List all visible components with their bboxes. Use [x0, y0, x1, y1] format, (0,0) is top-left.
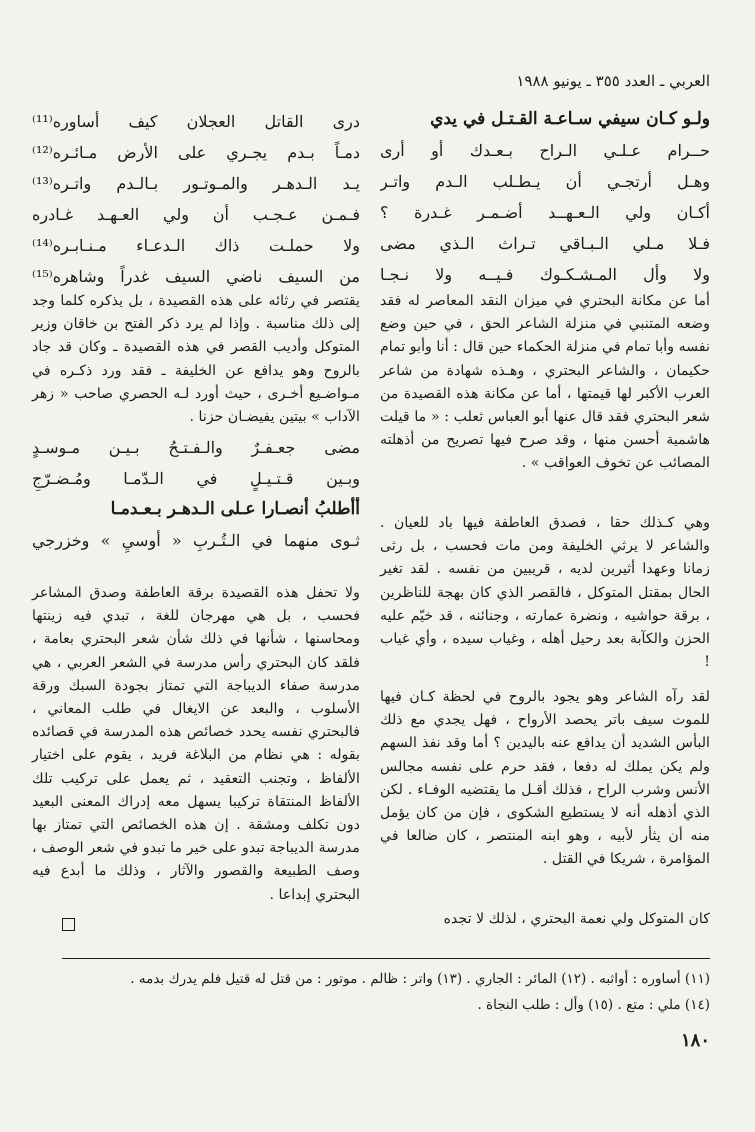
verse-line: مضى جعـفـرٌ والـفـتـحُ بـيـن مـوسـدٍ	[32, 438, 360, 457]
verse-line: ثـوى منهما في الـتُـربِ « أوسيِ » وخزرجي	[32, 531, 360, 550]
verse-line: حــرام عـلـي الـراح بـعـدك أو أرى	[380, 141, 710, 160]
end-of-article-square-icon	[62, 918, 75, 931]
right-column-paragraph-1	[380, 290, 710, 476]
paragraph: وهي كـذلك حقا ، فصدق العاطفة فيها باد للعيان . والشاعر لا يرثي الخليفة ومن مات فحسب ، بل رثى زمانا وعهدا أثيرين لديه ، قريبين من نفسه . لقد تغير الحال بمقتل المتوكل ، فالقصر الذي كان بهجة للناظرين ، برقة حواشيه ، ونضرة عمارته ، وجنائنه ، قد خيّم عليه الحزن والكآبة بعد رحيل أهله ، وغياب سيده ، وأي غياب !	[380, 515, 710, 671]
verse-line: ولا وأل المـشـكـوك فـيــه ولا نـجـا	[380, 265, 710, 284]
verse-line: من السيف ناضي السيف غدراً وشاهره⁽¹⁵⁾	[32, 267, 360, 286]
verse-line: وهـل أرتجـي أن يـطـلب الـدم واتـر	[380, 172, 710, 191]
paragraph: لقد رآه الشاعر وهو يجود بالروح في لحظة كـان فيها للموت سيف باتر يحصد الأرواح ، فهل يجدي مع ذلك البأس الشديد أن يدافع عنه باليدين ؟ أما وقد نفذ السهم ولم يكن يملك له دفعا ، فقد حرم على نفسه مجالس الأنس وشرب الراح ، فذلك أقـل ما يقتضيه الوفـاء . لكن الذي أذهله أنه لا يستطيع الشكوى ، فإن من كان يؤمل منه أن يثأر لأبيه ، وهو ابنه المنتصر ، كان ضالعا في المؤامرة ، شريكا في القتل .	[380, 689, 710, 868]
footnotes	[60, 966, 710, 1018]
verse-line: درى القاتل العجلان كيف أساوره⁽¹¹⁾	[32, 112, 360, 131]
verse-line: ولا حملـت ذاك الـدعـاء مـنـابـره⁽¹⁴⁾	[32, 236, 360, 255]
right-column-paragraph-3	[380, 686, 710, 872]
paragraph: يقتصر في رثائه على هذه القصيدة ، بل يذكره كلما وجد إلى ذلك مناسبة . وإذا لم يرد ذكر الفتح بن خاقان وزير المتوكل وأديب القصر في هذه القصيدة ـ وكان قد جاد بالروح وهو يدافع عن الخليفة ـ فقد ورد ذكـره في مـواضـيع أخـرى ، حيث أورد لـه الحصري صاحب « زهر الآداب » بيتين يفيضـان حزنا .	[32, 293, 360, 426]
right-column-paragraph-2	[380, 512, 710, 674]
verse-line: وبـين قـتـيـلٍ في الـدّمـا ومُـضـرّجِ	[32, 469, 360, 488]
right-column-paragraph-4	[380, 908, 710, 931]
paragraph: كان المتوكل ولي نعمة البحتري ، لذلك لا تجده	[443, 911, 710, 927]
left-column-verses-mid	[32, 432, 360, 556]
page-number: ١٨٠	[680, 1030, 710, 1051]
running-header: العربي ـ العدد ٣٥٥ ـ يونيو ١٩٨٨	[516, 72, 710, 90]
paragraph: أما عن مكانة البحتري في ميزان النقد المعاصر له فقد وضعه المتنبي في منزلة الشاعر الحق ، في حين وضع نفسه وأبا تمام في منزلة الحكماء حين قال : أنا وأبو تمام حكيمان ، والشاعر البحتري ، وهـذه شهادة من شاعر العرب الأكبر لها قيمتها ، أما عن مكانة هذه القصيدة من شعر البحتري فقد قال عنها أبو العباس ثعلب : « ما قيلت هاشمية أحسن منها ، وقد صرح فيها تصريح من أذهلته المصائب عن تخوف العواقب » .	[380, 293, 710, 472]
right-column-verses	[380, 104, 710, 290]
footnote-line: (١٤) ملي : متع . (١٥) وأل : طلب النجاة .	[477, 997, 710, 1013]
verse-line: يـد الـدهـر والمـوتـور بـالـدم واتـره⁽¹³⁾	[32, 174, 360, 193]
left-column-paragraph-1	[32, 290, 360, 429]
footnote-divider	[62, 958, 710, 959]
left-column-verses-top	[32, 106, 360, 292]
verse-line: دمـاً بـدم يجـري على الأرض مـائـره⁽¹²⁾	[32, 143, 360, 162]
left-column-paragraph-2	[32, 582, 360, 907]
verse-line: أكـان ولي الـعـهــد أضـمـر غـدرة ؟	[380, 203, 710, 222]
verse-line: فـمـن عـجـب أن ولي العـهـد غـادره	[32, 205, 360, 224]
footnote-line: (١١) أساوره : أواثبه . (١٢) المائر : الجاري . (١٣) واتر : ظالم . موتور : من قتل له قتيل فلم يدرك بدمه .	[130, 971, 710, 987]
paragraph: ولا تحفل هذه القصيدة برقة العاطفة وصدق المشاعر فحسب ، بل هي مهرجان للغة ، تبدي فيه زينتها ومحاسنها ، شأنها في ذلك شأن شعر البحتري بعامة ، فلقد كان البحتري رأس مدرسة في الشعر العربي ، هي مدرسة صفاء الديباجة التي تمتاز بجودة السبك ورقة الأسلوب ، والبعد عن الايغال في طلب المعاني ، فالبحتري نفسه يحدد خصائص هذه المدرسة في قصائده بقوله : هي نظام من البلاغة فريد ، يقوم على اختيار الألفاظ ، وتجنب التعقيد ، ثم يعمل على تركيب تلك الألفاظ المنتقاة تركيبا يسهل معه إدراك المعنى البعيد دون تكلف ومشقة . إن هذه الخصائص التي تمتاز بها مدرسة الديباجة تبدو على خير ما تبدو في شعر الوصف ، وصف الطبيعة والقصور والآثار ، وذلك ما أبدع فيه البحتري إبداعا .	[32, 585, 360, 903]
verse-line: أأطلبُ أنصـارا عـلى الـدهـر بـعـدمـا	[110, 499, 360, 519]
verse-line: فـلا مـلي الـبـاقي تـراث الـذي مضى	[380, 234, 710, 253]
verse-line: ولـو كـان سيفي سـاعـة القـتـل في يدي	[430, 109, 710, 129]
